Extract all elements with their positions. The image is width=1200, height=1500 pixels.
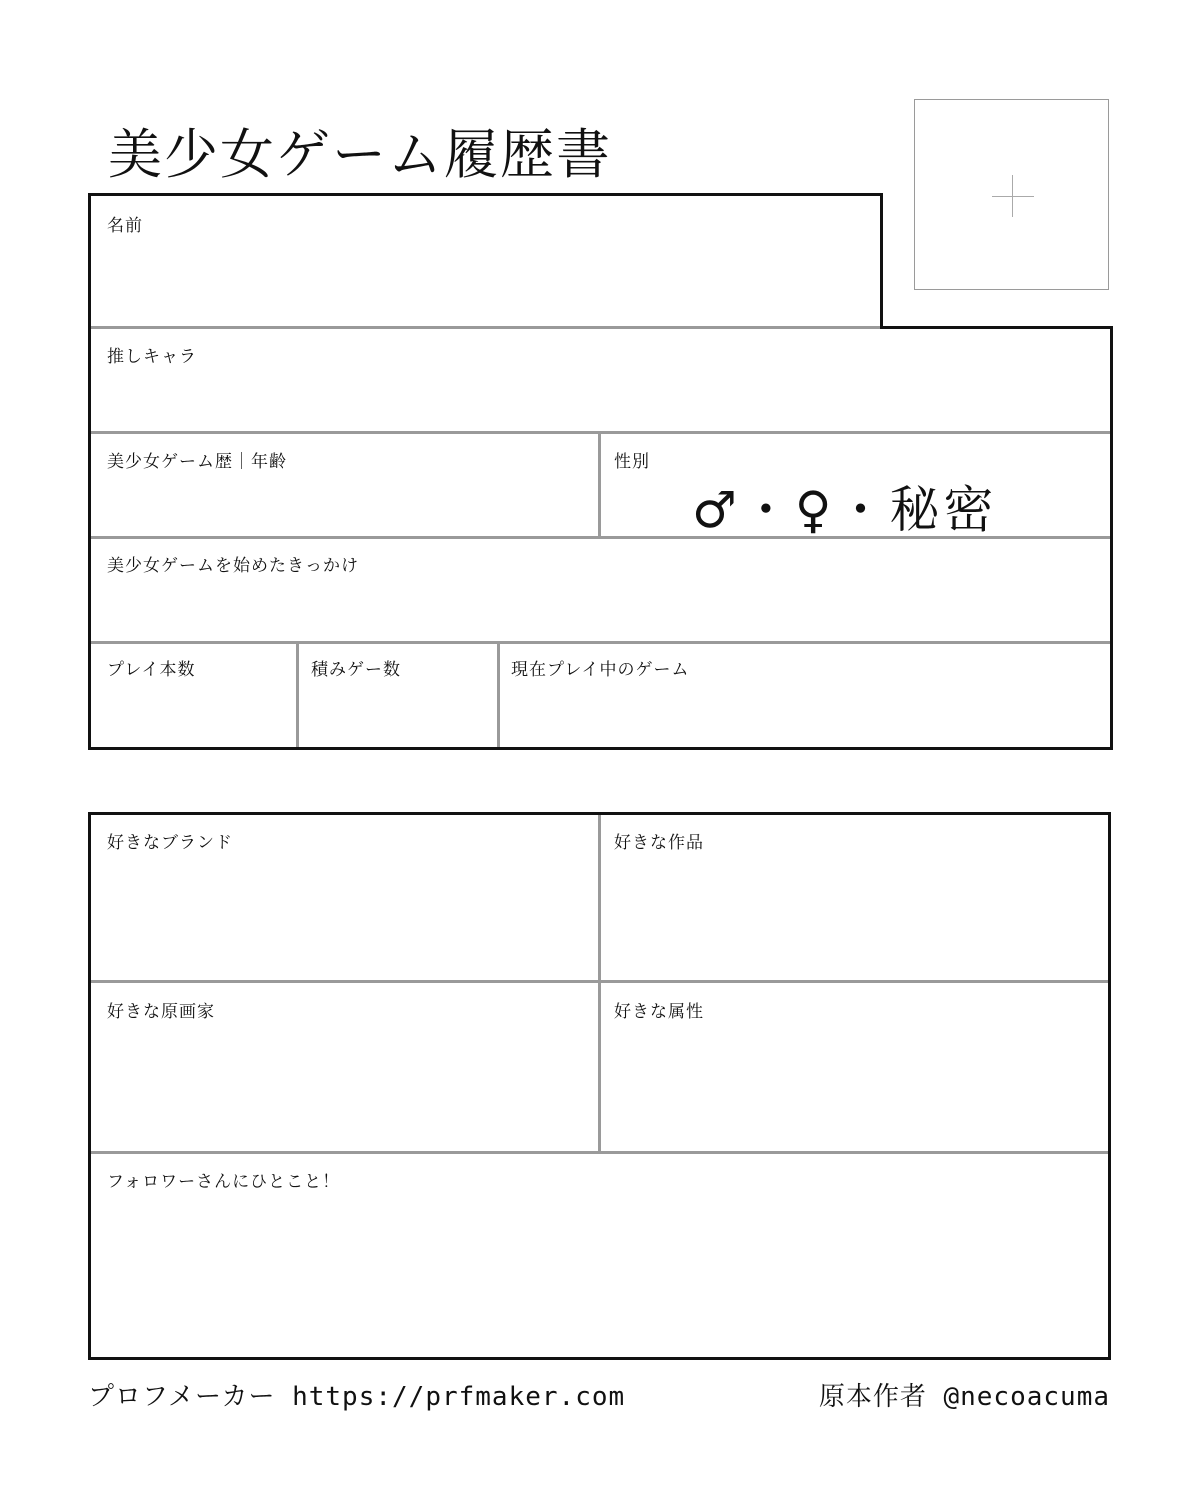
history-age-label: 美少女ゲーム歴｜年齢 (107, 452, 287, 472)
attribute-field[interactable] (601, 1022, 1108, 1151)
backlog-field[interactable] (299, 680, 497, 747)
name-field[interactable] (91, 236, 880, 326)
current-game-label: 現在プレイ中のゲーム (511, 660, 690, 680)
name-label: 名前 (107, 216, 143, 236)
oshi-label: 推しキャラ (107, 347, 197, 367)
gender-label: 性別 (614, 452, 650, 472)
work-field[interactable] (601, 852, 1108, 980)
work-label: 好きな作品 (614, 833, 704, 853)
artist-field[interactable] (91, 1022, 598, 1151)
current-game-field[interactable] (500, 680, 1110, 747)
brand-field[interactable] (91, 852, 598, 980)
footer-author: 原本作者 @necoacuma (818, 1382, 1110, 1412)
message-label: フォロワーさんにひとこと！ (107, 1172, 341, 1192)
attribute-label: 好きな属性 (614, 1002, 704, 1022)
footer-maker: プロフメーカー https://prfmaker.com (88, 1382, 626, 1412)
photo-placeholder[interactable] (914, 99, 1109, 290)
oshi-field[interactable] (91, 366, 1110, 431)
artist-label: 好きな原画家 (107, 1002, 215, 1022)
play-count-field[interactable] (91, 680, 296, 747)
play-count-label: プレイ本数 (107, 660, 196, 680)
page-title: 美少女ゲーム履歴書 (108, 123, 612, 186)
gender-options[interactable]: ♂・♀・秘密 (692, 481, 998, 539)
trigger-field[interactable] (91, 576, 1110, 641)
trigger-label: 美少女ゲームを始めたきっかけ (107, 556, 359, 576)
history-age-field[interactable] (91, 472, 598, 536)
brand-label: 好きなブランド (107, 833, 233, 853)
backlog-label: 積みゲー数 (311, 660, 401, 680)
message-field[interactable] (91, 1192, 1108, 1357)
